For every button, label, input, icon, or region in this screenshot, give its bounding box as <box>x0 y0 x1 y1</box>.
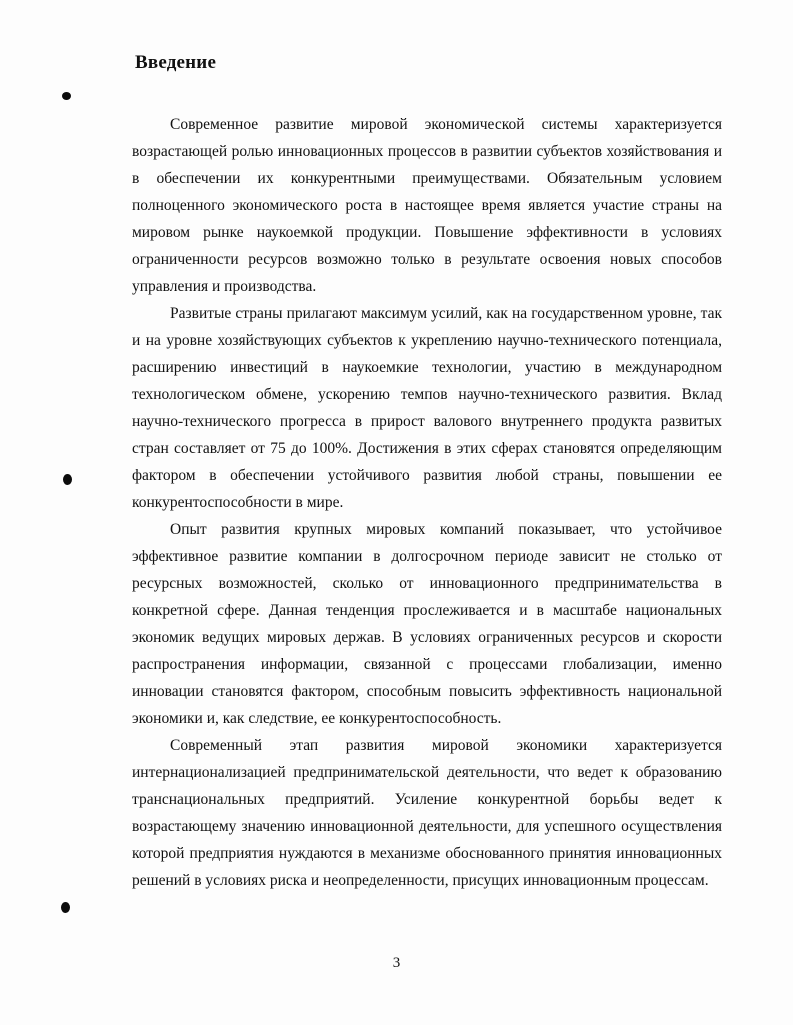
punch-hole-mark <box>62 92 71 100</box>
section-heading: Введение <box>135 52 217 73</box>
paragraph: Развитые страны прилагают максимум усилий, как на государственном уровне, так и на уровне хозяйствующих субъектов к укреплению научно-технического потенциала, расширению инвестиций в наукоемкие технологии, участию в международном технологическом обмене, ускорению темпов научно-технического развития. Вклад научно-технического прогресса в прирост валового внутреннего продукта развитых стран составляет от 75 до 100%. Достижения в этих сферах становятся определяющим фактором в обеспечении устойчивого развития любой страны, повышении ее конкурентоспособности в мире. <box>132 305 722 511</box>
paragraph: Опыт развития крупных мировых компаний показывает, что устойчивое эффективное развитие компании в долгосрочном периоде зависит не столько от ресурсных возможностей, сколько от инновационного предпринимательства в конкретной сфере. Данная тенденция прослеживается и в масштабе национальных экономик ведущих мировых держав. В условиях ограниченных ресурсов и скорости распространения информации, связанной с процессами глобализации, именно инновации становятся фактором, способным повысить эффективность национальной экономики и, как следствие, ее конкурентоспособность. <box>132 521 722 727</box>
paragraph: Современный этап развития мировой экономики характеризуется интернационализацией предпринимательской деятельности, что ведет к образованию транснациональных предприятий. Усиление конкурентной борьбы ведет к возрастающему значению инновационной деятельности, для успешного осуществления которой предприятия нуждаются в механизме обоснованного принятия инновационных решений в условиях риска и неопределенности, присущих инновационным процессам. <box>132 737 722 889</box>
page-number: 3 <box>392 955 401 971</box>
punch-hole-mark <box>61 902 70 913</box>
body-text <box>132 111 722 894</box>
punch-hole-mark <box>63 474 72 485</box>
paragraph: Современное развитие мировой экономической системы характеризуется возрастающей ролью инновационных процессов в развитии субъектов хозяйствования и в обеспечении их конкурентными преимуществами. Обязательным условием полноценного экономического роста в настоящее время является участие страны на мировом рынке наукоемкой продукции. Повышение эффективности в условиях ограниченности ресурсов возможно только в результате освоения новых способов управления и производства. <box>132 116 722 295</box>
